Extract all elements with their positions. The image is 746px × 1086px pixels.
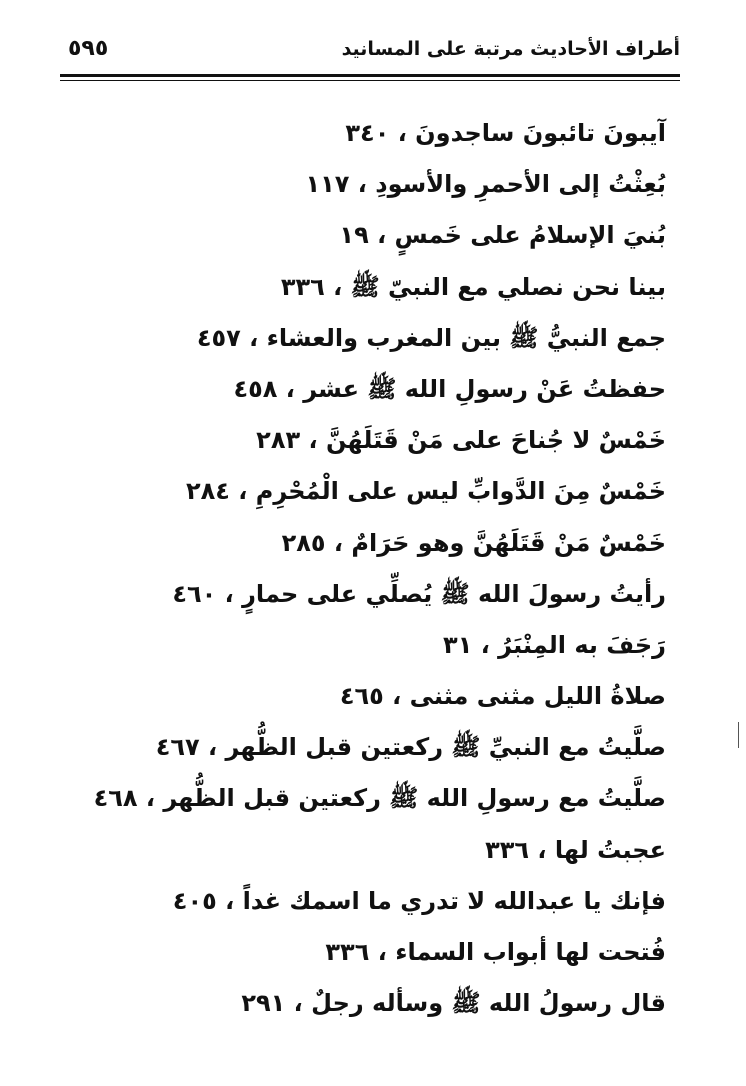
hadith-index-list [93, 108, 666, 1029]
index-entry: جمع النبيُّ ﷺ بين المغرب والعشاء ، ٤٥٧ [196, 323, 666, 352]
margin-mark [738, 722, 739, 748]
index-entry: حفظتُ عَنْ رسولِ الله ﷺ عشر ، ٤٥٨ [233, 374, 666, 403]
index-entry: آيبونَ تائبونَ ساجدونَ ، ٣٤٠ [345, 119, 666, 147]
index-entry: قال رسولُ الله ﷺ وسأله رجلٌ ، ٢٩١ [241, 989, 666, 1018]
index-entry: رَجَفَ به المِنْبَرُ ، ٣١ [443, 630, 666, 659]
index-entry: فإنك يا عبدالله لا تدري ما اسمك غداً ، ٤٠٥ [172, 886, 666, 915]
header-rule-thin [60, 80, 680, 81]
index-entry: خَمْسٌ مِنَ الدَّوابِّ ليس على الْمُحْرِمِ ، ٢٨٤ [185, 477, 666, 506]
index-entry: رأيتُ رسولَ الله ﷺ يُصلِّي على حمارٍ ، ٤٦٠ [172, 579, 666, 608]
index-entry: خَمْسٌ لا جُناحَ على مَنْ قَتَلَهُنَّ ، ٢٨٣ [256, 426, 666, 455]
page-number: ٥٩٥ [68, 36, 109, 61]
index-entry: بينا نحن نصلي مع النبيّ ﷺ ، ٣٣٦ [280, 272, 666, 301]
index-entry: صلَّيتُ مع رسولِ الله ﷺ ركعتين قبل الظُّهر ، ٤٦٨ [93, 784, 666, 813]
header-rule-thick [60, 74, 680, 77]
index-entry: صلاةُ الليل مثنى مثنى ، ٤٦٥ [339, 682, 666, 711]
index-entry: صلَّيتُ مع النبيِّ ﷺ ركعتين قبل الظُّهر ، ٤٦٧ [155, 733, 666, 762]
index-entry: بُعِثْتُ إلى الأحمرِ والأسودِ ، ١١٧ [305, 170, 666, 199]
running-title: أطراف الأحاديث مرتبة على المسانيد [341, 38, 680, 60]
page-header [60, 30, 680, 70]
index-entry: بُنيَ الإسلامُ على خَمسٍ ، ١٩ [339, 221, 666, 250]
index-entry: عجبتُ لها ، ٣٣٦ [485, 835, 666, 864]
index-entry: فُتحت لها أبواب السماء ، ٣٣٦ [325, 938, 666, 966]
index-entry: خَمْسٌ مَنْ قَتَلَهُنَّ وهو حَرَامٌ ، ٢٨٥ [281, 528, 666, 557]
